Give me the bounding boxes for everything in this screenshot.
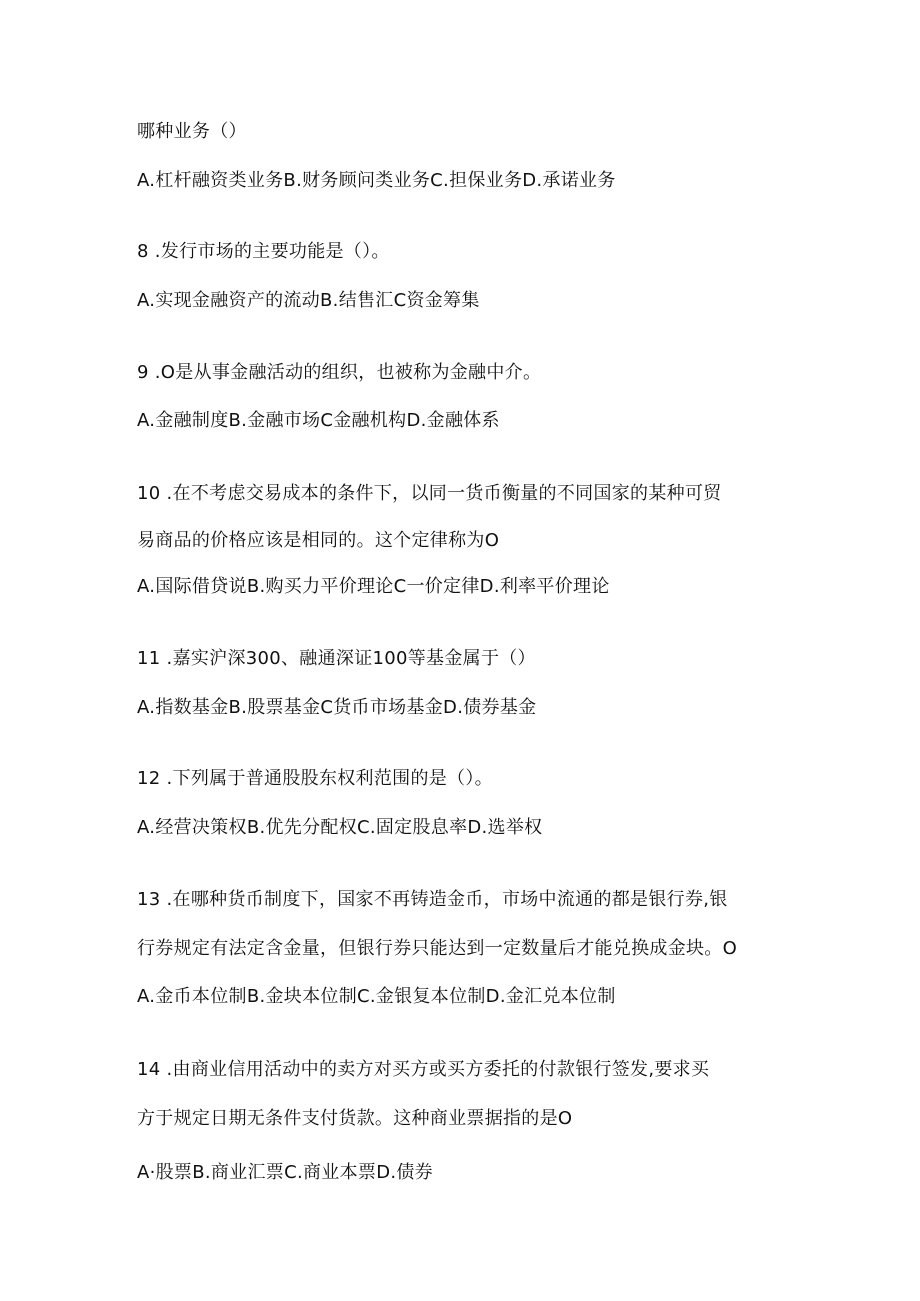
question-14-stem-line-1: 14 .由商业信用活动中的卖方对买方或买方委托的付款银行签发,要求买 [137,1059,710,1080]
question-10-stem-line-2: 易商品的价格应该是相同的。这个定律称为O [137,530,500,551]
question-7-stem-continued: 哪种业务（） [137,121,247,142]
question-12-stem: 12 .下列属于普通股股东权利范围的是（）。 [137,768,493,789]
question-14-stem-line-2: 方于规定日期无条件支付货款。这种商业票据指的是O [137,1108,573,1129]
question-11-stem: 11 .嘉实沪深300、融通深证100等基金属于（） [137,648,536,669]
question-8-options: A.实现金融资产的流动B.结售汇C资金筹集 [137,290,480,311]
question-9-stem: 9 .O是从事金融活动的组织，也被称为金融中介。 [137,362,542,383]
question-8-stem: 8 .发行市场的主要功能是（）。 [137,241,390,262]
question-14-options: A·股票B.商业汇票C.商业本票D.债券 [137,1162,433,1183]
question-9-options: A.金融制度B.金融市场C金融机构D.金融体系 [137,410,500,431]
question-7-options: A.杠杆融资类业务B.财务顾问类业务C.担保业务D.承诺业务 [137,170,616,191]
question-10-options: A.国际借贷说B.购买力平价理论C一价定律D.利率平价理论 [137,576,610,597]
question-10-stem-line-1: 10 .在不考虑交易成本的条件下，以同一货币衡量的不同国家的某种可贸 [137,483,722,504]
question-11-options: A.指数基金B.股票基金C货币市场基金D.债券基金 [137,697,537,718]
question-13-stem-line-1: 13 .在哪种货币制度下，国家不再铸造金币，市场中流通的都是银行券,银 [137,889,728,910]
question-13-stem-line-2: 行券规定有法定含金量，但银行券只能达到一定数量后才能兑换成金块。O [137,938,738,959]
question-13-options: A.金币本位制B.金块本位制C.金银复本位制D.金汇兑本位制 [137,986,616,1007]
question-12-options: A.经营决策权B.优先分配权C.固定股息率D.选举权 [137,817,543,838]
